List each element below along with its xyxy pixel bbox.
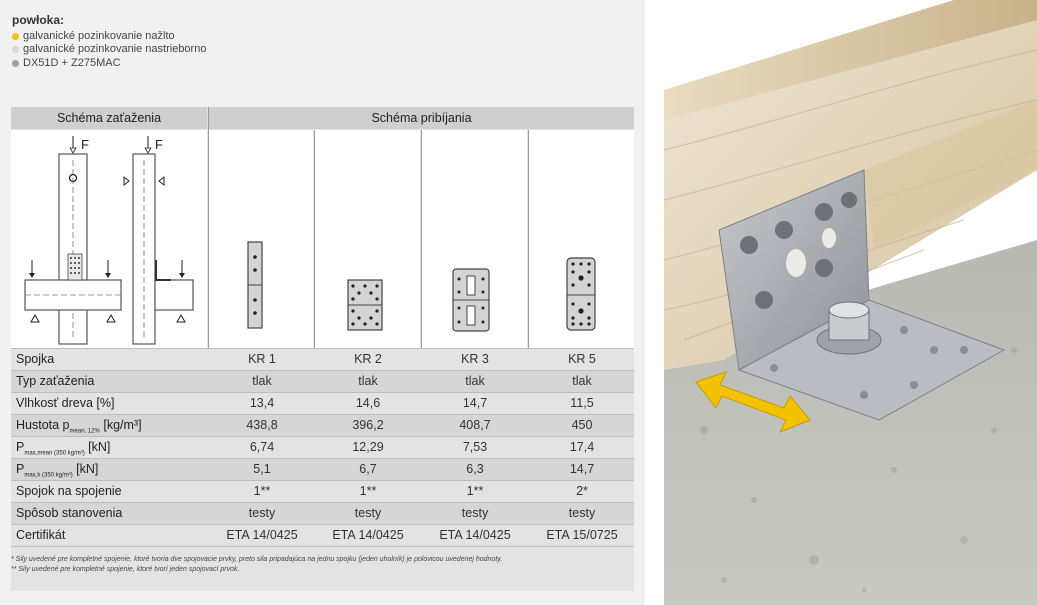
cell-value: 11,5: [570, 396, 594, 410]
nail-diagram-kr2: [315, 130, 420, 348]
label-subscript: mean, 12%: [69, 428, 100, 435]
product-photo: [664, 0, 1037, 605]
row-label: Spojka: [16, 352, 55, 366]
footnotes: [11, 555, 502, 575]
cell-value: 1**: [466, 484, 484, 498]
silver-dot-icon: [12, 46, 19, 53]
label-unit: [kN]: [72, 462, 99, 476]
table-row-pmax-k: [11, 458, 634, 480]
row-label: Certifikát: [16, 528, 66, 542]
label-unit: [kg/m³]: [99, 418, 142, 432]
spec-table: [11, 107, 634, 591]
cell-value: 5,1: [253, 462, 271, 476]
cell-value: ETA 14/0425: [439, 528, 511, 542]
cell-value: testy: [248, 506, 276, 520]
header-load-scheme: Schéma zaťaženia: [11, 107, 207, 129]
cell-value: KR 5: [568, 352, 596, 366]
coating-item-label: galvanické pozinkovanie nastrieborno: [23, 43, 207, 55]
cell-value: KR 1: [248, 352, 276, 366]
cell-value: 14,7: [462, 396, 488, 410]
grey-dot-icon: [12, 60, 19, 67]
coating-item-yellow: [12, 30, 206, 44]
cell-value: 408,7: [459, 418, 491, 432]
table-row-load-type: [11, 370, 634, 392]
cell-value: 12,29: [352, 440, 384, 454]
cell-value: ETA 14/0425: [332, 528, 404, 542]
cell-value: 7,53: [462, 440, 488, 454]
kr3-bracket-drawing: [422, 130, 527, 348]
load-scheme-drawing: [11, 130, 207, 348]
cell-value: tlak: [252, 374, 272, 388]
cell-value: 6,74: [249, 440, 275, 454]
force-label-left: F: [81, 137, 89, 152]
cell-value: KR 2: [354, 352, 382, 366]
row-label: [16, 418, 142, 435]
nail-diagram-kr3: [422, 130, 527, 348]
load-diagram: [11, 130, 207, 348]
cell-value: ETA 15/0725: [546, 528, 618, 542]
cell-value: KR 3: [461, 352, 489, 366]
coating-item-label: DX51D + Z275MAC: [23, 56, 121, 69]
nail-diagram-kr1: [209, 130, 313, 348]
column-divider: [528, 130, 529, 368]
cell-value: 6,3: [466, 462, 484, 476]
table-row-spojka: [11, 348, 634, 370]
kr1-bracket-drawing: [209, 130, 313, 348]
cell-value: ETA 14/0425: [226, 528, 298, 542]
cell-value: tlak: [358, 374, 378, 388]
coating-item-steel: [12, 57, 206, 71]
coating-title: powłoka:: [12, 13, 65, 27]
column-divider: [208, 107, 209, 368]
cell-value: 14,7: [569, 462, 595, 476]
table-row-certificate: [11, 524, 634, 547]
row-label: Spojok na spojenie: [16, 484, 122, 498]
cell-value: 2*: [576, 484, 588, 498]
coating-item-silver: [12, 43, 206, 57]
footnote-1: * Sily uvedené pre kompletné spojenie, ktoré tvoria dve spojovacie prvky, preto sila pripadajúca na jednu spojku (jeden uholník) je polovicou uvedenej hodnoty.: [11, 556, 503, 563]
cell-value: tlak: [465, 374, 485, 388]
cell-value: 6,7: [359, 462, 377, 476]
column-divider: [421, 130, 422, 368]
coating-item-label: galvanické pozinkovanie nažlto: [23, 29, 175, 42]
cell-value: 13,4: [249, 396, 275, 410]
label-subscript: max,mean (350 kg/m³): [24, 450, 85, 457]
cell-value: tlak: [572, 374, 592, 388]
row-label: Vlhkosť dreva [%]: [16, 396, 115, 410]
cell-value: 396,2: [352, 418, 384, 432]
cell-value: 14,6: [355, 396, 381, 410]
row-label: [16, 462, 98, 479]
cell-value: 1**: [359, 484, 377, 498]
cell-value: testy: [461, 506, 489, 520]
cell-value: 450: [571, 418, 593, 432]
row-label: [16, 440, 110, 457]
angle-bracket-photo: [664, 0, 1037, 605]
table-row-density: [11, 414, 634, 436]
cell-value: 1**: [253, 484, 271, 498]
table-row-connectors: [11, 480, 634, 502]
table-row-pmax-mean: [11, 436, 634, 458]
cell-value: testy: [568, 506, 596, 520]
kr5-bracket-drawing: [529, 130, 634, 348]
table-row-method: [11, 502, 634, 524]
cell-value: 17,4: [569, 440, 595, 454]
column-divider: [314, 130, 315, 368]
label-main: Hustota p: [16, 418, 70, 432]
kr2-bracket-drawing: [315, 130, 420, 348]
label-subscript: max,k (350 kg/m³): [24, 472, 73, 479]
coating-legend: [12, 14, 206, 70]
row-label: Typ zaťaženia: [16, 374, 95, 388]
footnote-2: ** Sily uvedené pre kompletné spojenie, ktoré tvorí jeden spojovací prvok.: [11, 566, 240, 573]
cell-value: 438,8: [246, 418, 278, 432]
label-unit: [kN]: [84, 440, 111, 454]
cell-value: testy: [354, 506, 382, 520]
table-row-moisture: [11, 392, 634, 414]
header-nailing-scheme: Schéma pribíjania: [209, 107, 634, 129]
nail-diagram-kr5: [529, 130, 634, 348]
row-label: Spôsob stanovenia: [16, 506, 123, 520]
yellow-dot-icon: [12, 33, 19, 40]
label-main: P: [16, 462, 25, 476]
label-main: P: [16, 440, 25, 454]
force-label-right: F: [155, 137, 163, 152]
